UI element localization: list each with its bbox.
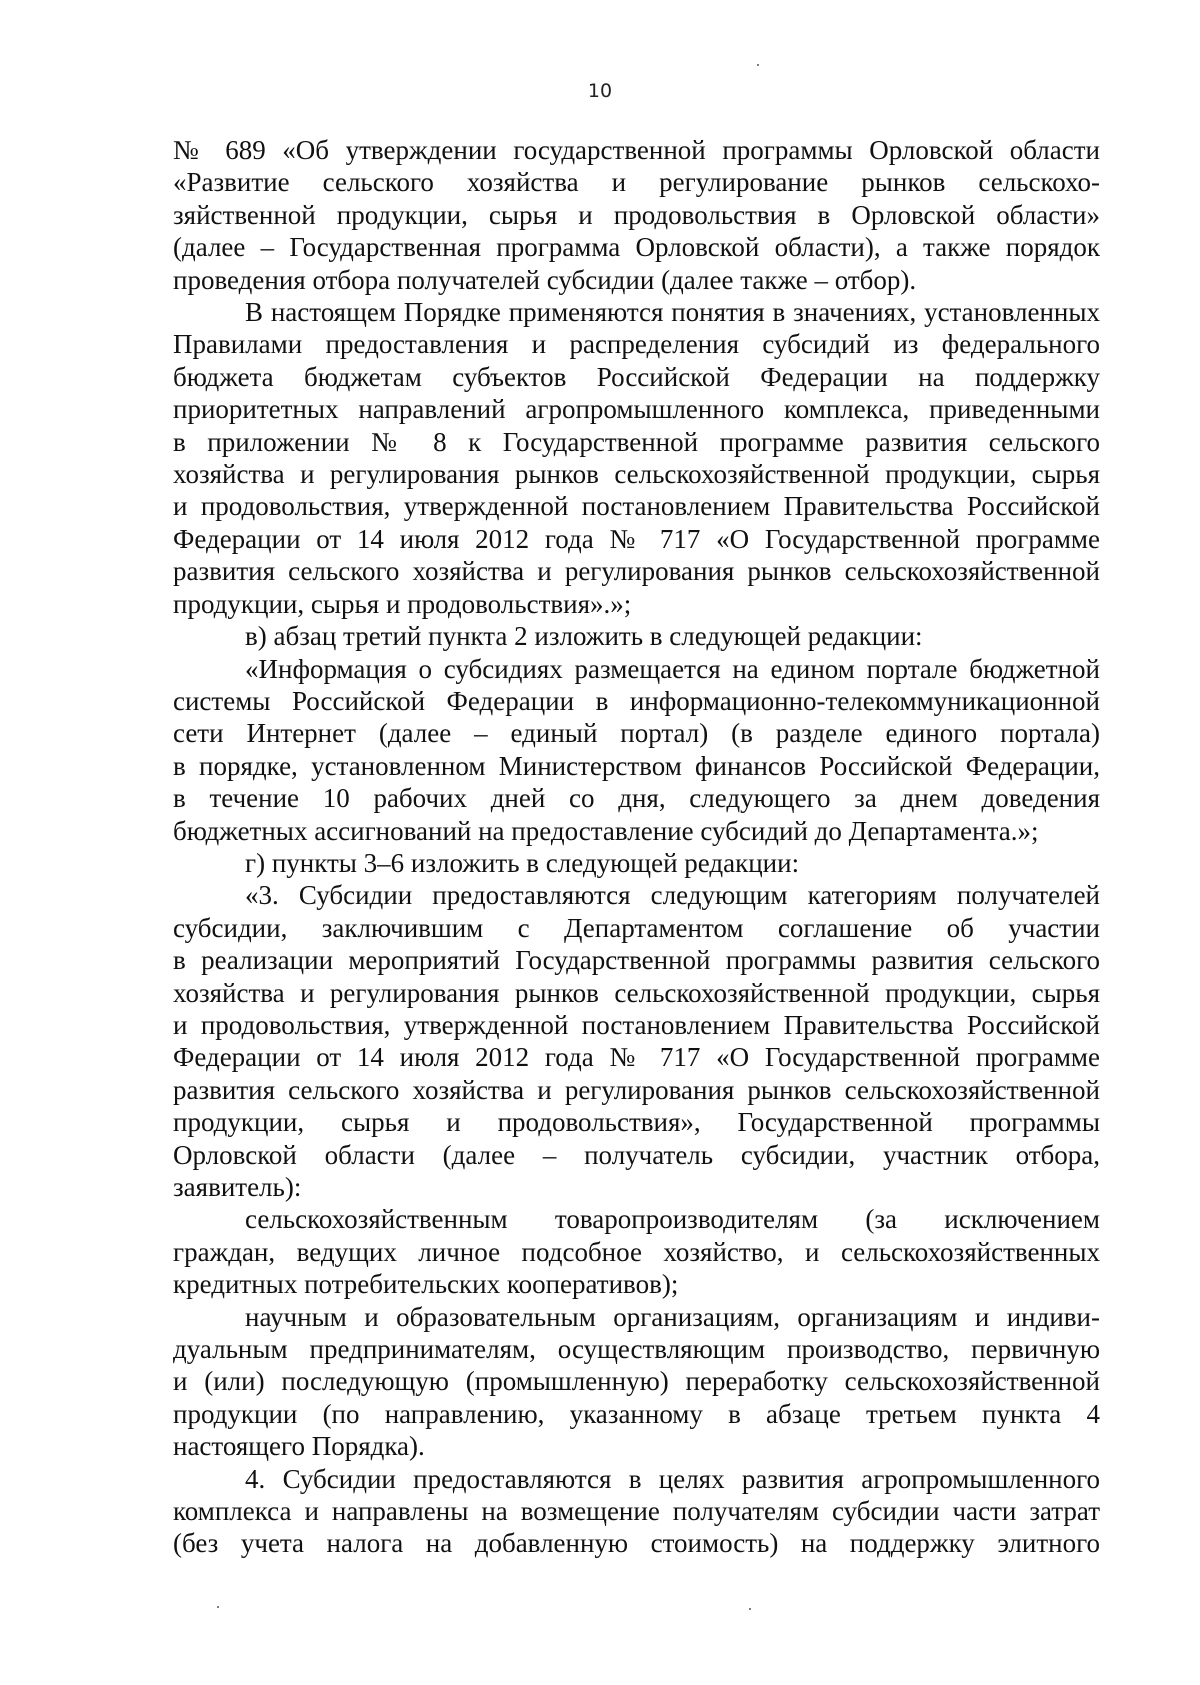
paragraph-point-4 — [173, 1463, 1100, 1560]
text-line: настоящего Порядка). — [173, 1431, 425, 1462]
text-line: кредитных потребительских кооперативов); — [173, 1269, 679, 1300]
text-line: комплекса и направлены на возмещение получателям субсидии части затрат — [173, 1496, 1100, 1527]
paragraph-definitions — [173, 296, 1100, 620]
page-number: 10 — [587, 80, 613, 102]
paragraph-continuation — [173, 134, 1100, 296]
text-line: проведения отбора получателей субсидии (далее также – отбор). — [173, 264, 917, 295]
text-line: в реализации мероприятий Государственной программы развития сельского — [173, 945, 1100, 976]
paragraph-producers — [173, 1203, 1100, 1300]
text-line: дуальным предпринимателям, осуществляющим производство, первичную — [173, 1334, 1100, 1365]
text-line: развития сельского хозяйства и регулирования рынков сельскохозяйственной — [173, 1074, 1100, 1105]
text-line: Федерации от 14 июля 2012 года № 717 «О Государственной программе — [173, 1042, 1100, 1073]
text-line: бюджетных ассигнований на предоставление субсидий до Департамента.»; — [173, 815, 1039, 846]
text-line: (далее – Государственная программа Орловской области), а также порядок — [173, 232, 1100, 263]
text-line: научным и образовательным организациям, организациям и индиви- — [245, 1301, 1100, 1332]
text-line: «Информация о субсидиях размещается на едином портале бюджетной — [245, 653, 1100, 684]
text-line: зяйственной продукции, сырья и продовольствия в Орловской области» — [173, 199, 1100, 230]
text-line: (без учета налога на добавленную стоимость) на поддержку элитного — [173, 1528, 1100, 1559]
text-line: системы Российской Федерации в информационно-телекоммуникационной — [173, 685, 1100, 716]
scan-speck — [217, 1606, 219, 1608]
text-line: развития сельского хозяйства и регулирования рынков сельскохозяйственной — [173, 556, 1100, 587]
text-line: г) пункты 3–6 изложить в следующей редакции: — [245, 847, 800, 878]
text-line: Федерации от 14 июля 2012 года № 717 «О Государственной программе — [173, 523, 1100, 554]
text-line: «3. Субсидии предоставляются следующим категориям получателей — [245, 880, 1100, 911]
scan-speck — [749, 1608, 751, 1610]
text-line: в) абзац третий пункта 2 изложить в следующей редакции: — [245, 621, 923, 652]
scan-speck — [757, 64, 759, 66]
paragraph-item-v — [173, 620, 1100, 652]
text-line: и продовольствия, утвержденной постановлением Правительства Российской — [173, 491, 1100, 522]
paragraph-organizations — [173, 1301, 1100, 1463]
text-line: «Развитие сельского хозяйства и регулирование рынков сельскохо- — [173, 167, 1100, 198]
text-line: продукции, сырья и продовольствия».»; — [173, 588, 632, 619]
text-line: субсидии, заключившим с Департаментом соглашение об участии — [173, 912, 1100, 943]
text-line: 4. Субсидии предоставляются в целях развития агропромышленного — [245, 1463, 1100, 1494]
text-line: сети Интернет (далее – единый портал) (в разделе единого портала) — [173, 718, 1100, 749]
text-line: Орловской области (далее – получатель субсидии, участник отбора, — [173, 1139, 1100, 1170]
text-line: продукции, сырья и продовольствия», Государственной программы — [173, 1107, 1100, 1138]
text-line: в порядке, установленном Министерством финансов Российской Федерации, — [173, 750, 1100, 781]
text-line: в приложении № 8 к Государственной программе развития сельского — [173, 426, 1100, 457]
text-line: хозяйства и регулирования рынков сельскохозяйственной продукции, сырья — [173, 459, 1100, 490]
text-line: и (или) последующую (промышленную) переработку сельскохозяйственной — [173, 1366, 1100, 1397]
text-line: граждан, ведущих личное подсобное хозяйство, и сельскохозяйственных — [173, 1236, 1100, 1267]
paragraph-item-g — [173, 847, 1100, 879]
text-line: и продовольствия, утвержденной постановлением Правительства Российской — [173, 1009, 1100, 1040]
text-line: Правилами предоставления и распределения субсидий из федерального — [173, 329, 1100, 360]
text-line: продукции (по направлению, указанному в абзаце третьем пункта 4 — [173, 1398, 1100, 1429]
paragraph-subsidy-info — [173, 653, 1100, 847]
text-line: бюджета бюджетам субъектов Российской Федерации на поддержку — [173, 361, 1100, 392]
text-line: приоритетных направлений агропромышленного комплекса, приведенными — [173, 394, 1100, 425]
text-line: В настоящем Порядке применяются понятия в значениях, установленных — [245, 297, 1100, 328]
text-line: в течение 10 рабочих дней со дня, следующего за днем доведения — [173, 783, 1100, 814]
text-line: хозяйства и регулирования рынков сельскохозяйственной продукции, сырья — [173, 977, 1100, 1008]
text-line: № 689 «Об утверждении государственной программы Орловской области — [173, 135, 1100, 165]
paragraph-point-3 — [173, 879, 1100, 1203]
text-line: заявитель): — [173, 1172, 302, 1202]
text-line: сельскохозяйственным товаропроизводителям (за исключением — [245, 1204, 1100, 1235]
document-body — [173, 134, 1100, 1560]
